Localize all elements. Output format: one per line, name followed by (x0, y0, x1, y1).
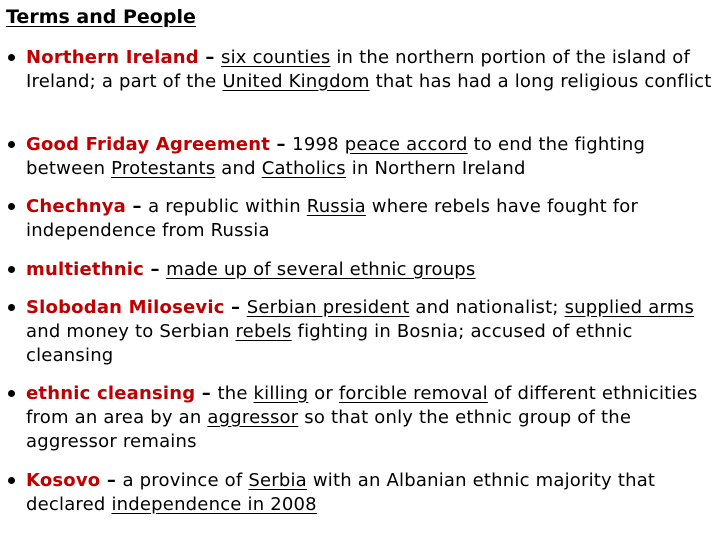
term-name: Kosovo (26, 470, 101, 491)
bullet-icon (8, 390, 15, 397)
term-name: multiethnic (26, 259, 144, 280)
definition-segment: so that only the ethnic group of the aggressor remains (26, 407, 632, 452)
definition-segment: 1998 (292, 134, 345, 155)
definition-segment: United Kingdom (222, 71, 370, 92)
definition-segment: and money to Serbian (26, 321, 236, 342)
term-dash: – (195, 383, 218, 404)
page-title: Terms and People (6, 6, 196, 28)
definition-segment: or (308, 383, 339, 404)
term-item-chechnya (0, 195, 718, 243)
term-text (26, 382, 718, 454)
term-dash: – (198, 47, 222, 68)
term-dash: – (224, 297, 247, 318)
term-text (26, 469, 718, 517)
term-item-kosovo (0, 469, 718, 517)
bullet-icon (8, 304, 15, 311)
definition-segment: peace accord (344, 134, 468, 155)
definition-segment: independence in 2008 (111, 494, 317, 515)
definition-segment: and (215, 158, 262, 179)
definition-segment: the (217, 383, 254, 404)
definition-segment: forcible removal (338, 383, 488, 404)
definition-segment: in the northern portion of the island of Ireland; a part of the (26, 47, 690, 92)
bullet-icon (8, 141, 15, 148)
definition-segment: Protestants (111, 158, 216, 179)
definition-segment: where rebels have fought for independence from Russia (26, 196, 639, 241)
term-name: Chechnya (26, 196, 127, 217)
bullet-icon (8, 54, 15, 61)
term-dash: – (144, 259, 167, 280)
definition-segment: and nationalist; (409, 297, 565, 318)
definition-segment: fighting in Bosnia; accused of ethnic cleansing (26, 321, 633, 366)
term-text (26, 195, 718, 243)
definition-segment: that has had a long religious conflict (369, 71, 712, 92)
definition-segment: Serbia (248, 470, 307, 491)
term-text (26, 46, 718, 94)
definition-segment: a province of (122, 470, 249, 491)
definition-segment: killing (253, 383, 309, 404)
term-name: Good Friday Agreement (26, 134, 271, 155)
term-item-slobodan-milosevic (0, 296, 718, 368)
term-item-ethnic-cleansing (0, 382, 718, 454)
definition-segment: Catholics (261, 158, 346, 179)
term-item-multiethnic (0, 258, 718, 282)
definition-segment: in Northern Ireland (345, 158, 526, 179)
definition-segment: six counties (221, 47, 331, 68)
bullet-icon (8, 477, 15, 484)
term-item-good-friday-agreement (0, 133, 718, 181)
term-dash: – (126, 196, 149, 217)
definition-segment: a republic within (148, 196, 307, 217)
definition-segment: with an Albanian ethnic majority that declared (26, 470, 656, 515)
term-text (26, 133, 718, 181)
term-text (26, 296, 718, 368)
definition-segment: made up of several ethnic groups (166, 259, 476, 280)
definition-segment: Serbian president (246, 297, 410, 318)
term-name: ethnic cleansing (26, 383, 196, 404)
bullet-icon (8, 203, 15, 210)
definition-segment: to end the fighting between (26, 134, 646, 179)
term-name: Northern Ireland (26, 47, 199, 68)
definition-segment: supplied arms (564, 297, 695, 318)
bullet-icon (8, 266, 15, 273)
term-item-northern-ireland (0, 46, 718, 94)
term-text (26, 258, 718, 282)
definition-segment: of different ethnicities from an area by an (26, 383, 698, 428)
definition-segment: rebels (235, 321, 292, 342)
term-dash: – (100, 470, 123, 491)
definition-segment: Russia (306, 196, 366, 217)
term-dash: – (270, 134, 293, 155)
definition-segment: aggressor (207, 407, 299, 428)
term-name: Slobodan Milosevic (26, 297, 225, 318)
